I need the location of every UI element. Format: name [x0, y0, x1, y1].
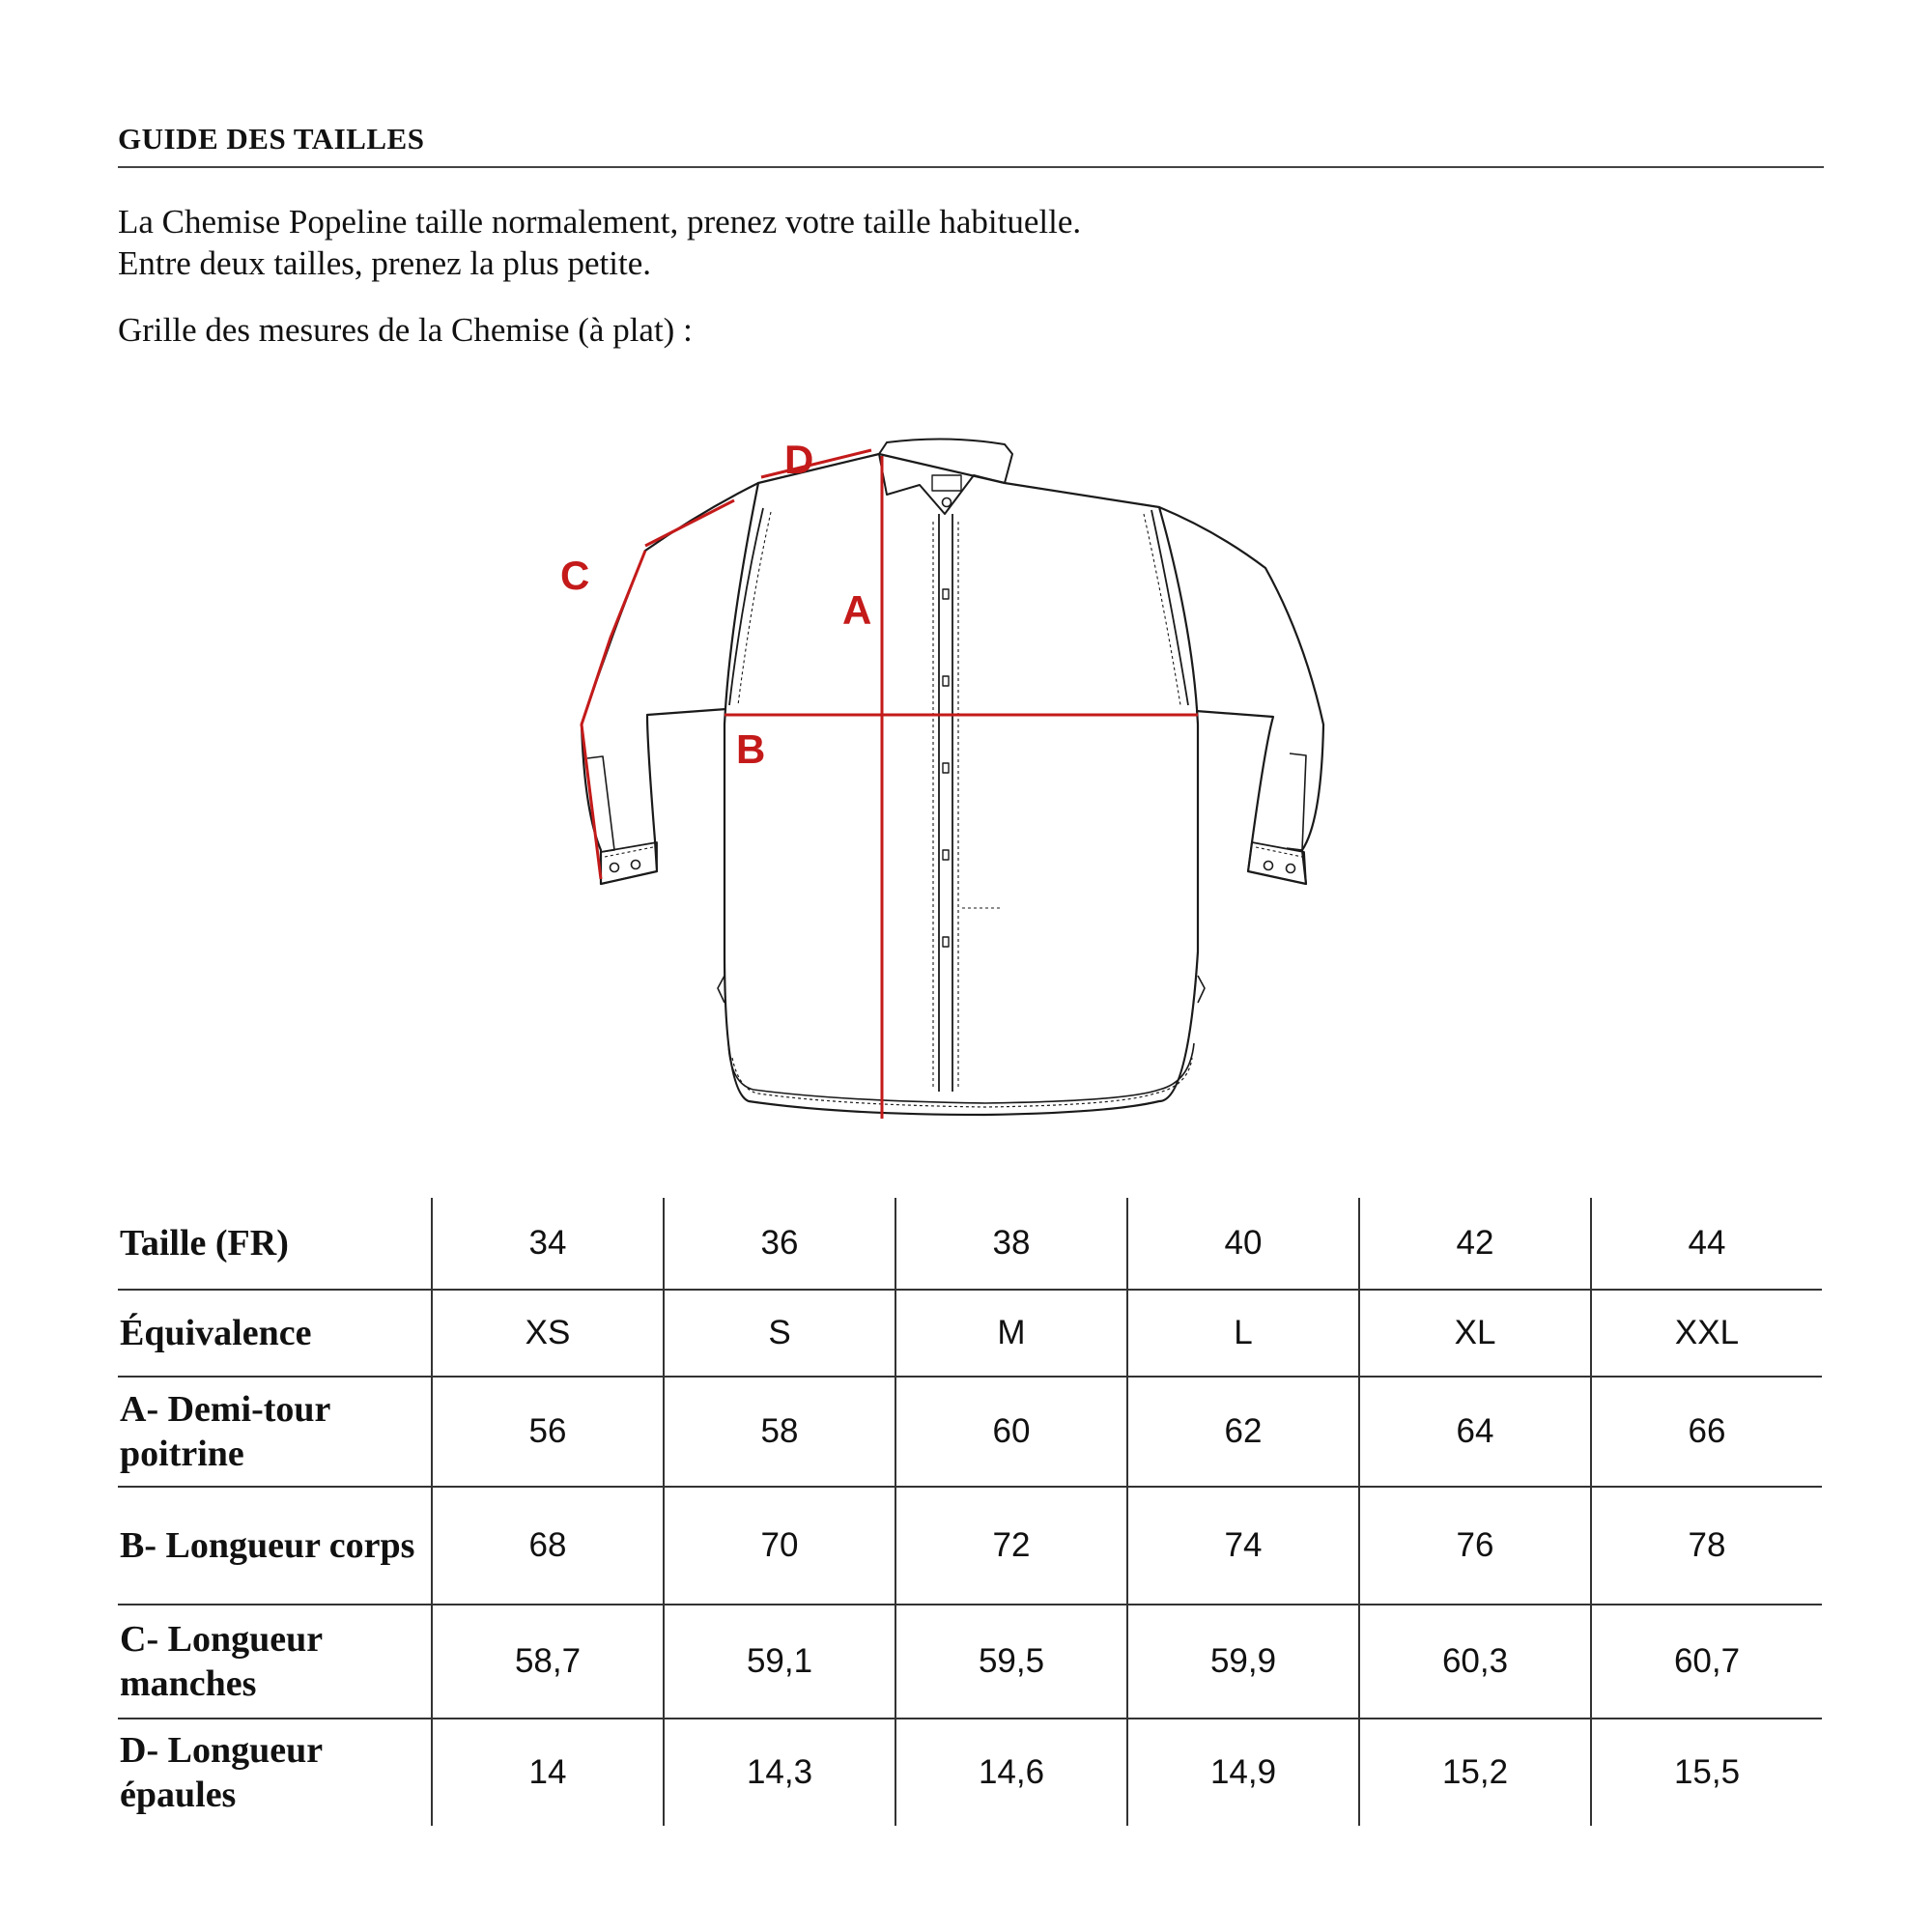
label-c: C: [560, 553, 590, 598]
table-cell: 15,5: [1590, 1719, 1822, 1826]
table-cell: 76: [1358, 1488, 1590, 1604]
collar-button: [943, 498, 952, 507]
left-armhole: [729, 508, 763, 705]
table-cell: 59,1: [663, 1605, 895, 1718]
front-buttons: [943, 589, 949, 947]
table-cell: 60: [895, 1378, 1126, 1486]
label-b: B: [736, 726, 766, 772]
table-cell: 15,2: [1358, 1719, 1590, 1826]
table-cell: 40: [1126, 1198, 1358, 1289]
right-sleeve-cuff: [1248, 842, 1306, 884]
table-cell: 72: [895, 1488, 1126, 1604]
right-placket: [1287, 753, 1306, 850]
row-label: D- Longueur épaules: [120, 1730, 323, 1815]
table-cell: 78: [1590, 1488, 1822, 1604]
page-title: GUIDE DES TAILLES: [118, 122, 425, 156]
left-side-vent: [718, 976, 724, 1003]
table-cell: XXL: [1590, 1291, 1822, 1376]
grid-caption: Grille des mesures de la Chemise (à plat) :: [118, 311, 693, 349]
table-row: [118, 1376, 1822, 1486]
table-row: [118, 1198, 1822, 1289]
intro-line-1: La Chemise Popeline taille normalement, prenez votre taille habituelle.: [118, 203, 1082, 241]
title-divider: [118, 166, 1824, 168]
table-row: [118, 1486, 1822, 1604]
table-row: [118, 1289, 1822, 1376]
table-cell: 42: [1358, 1198, 1590, 1289]
measurement-lines: [582, 450, 1198, 1119]
right-side-vent: [1198, 976, 1205, 1003]
table-cell: XS: [431, 1291, 663, 1376]
table-cell: 74: [1126, 1488, 1358, 1604]
row-label: A- Demi-tour poitrine: [120, 1389, 330, 1474]
table-cell: 60,7: [1590, 1605, 1822, 1718]
shirt-outline: [582, 439, 1323, 1115]
table-cell: 36: [663, 1198, 895, 1289]
shirt-diagram: [522, 425, 1410, 1130]
left-cuff-stitch: [605, 847, 653, 857]
measure-line-c: [582, 551, 645, 879]
table-cell: 64: [1358, 1378, 1590, 1486]
table-cell: 44: [1590, 1198, 1822, 1289]
table-row: [118, 1604, 1822, 1718]
size-table: [118, 1198, 1822, 1826]
shirt-hem-line: [728, 1043, 1194, 1103]
table-cell: 56: [431, 1378, 663, 1486]
table-cell: 14,9: [1126, 1719, 1358, 1826]
measure-line-d-upper: [761, 450, 871, 477]
collar: [879, 439, 1012, 514]
table-cell: 38: [895, 1198, 1126, 1289]
table-cell: 34: [431, 1198, 663, 1289]
table-cell: XL: [1358, 1291, 1590, 1376]
row-label: B- Longueur corps: [120, 1525, 415, 1566]
right-cuff-button-2: [1287, 865, 1295, 873]
placket-stitch: [933, 522, 958, 1090]
right-armhole-stitch: [1144, 514, 1180, 705]
shirt-hem-stitch: [732, 1058, 1192, 1107]
table-cell: 14,3: [663, 1719, 895, 1826]
left-cuff-button: [611, 864, 619, 872]
table-cell: L: [1126, 1291, 1358, 1376]
table-cell: 58: [663, 1378, 895, 1486]
table-cell: 58,7: [431, 1605, 663, 1718]
right-sleeve: [1159, 507, 1323, 884]
measure-line-c-upper: [645, 500, 734, 546]
table-cell: S: [663, 1291, 895, 1376]
table-cell: 14,6: [895, 1719, 1126, 1826]
label-a: A: [842, 587, 872, 633]
table-cell: 59,5: [895, 1605, 1126, 1718]
table-cell: 59,9: [1126, 1605, 1358, 1718]
table-cell: 14: [431, 1719, 663, 1826]
label-d: D: [784, 437, 814, 482]
table-cell: 68: [431, 1488, 663, 1604]
table-cell: 62: [1126, 1378, 1358, 1486]
table-row: [118, 1718, 1822, 1826]
row-label: Équivalence: [120, 1313, 312, 1353]
intro-text: [118, 201, 1081, 284]
collar-band: [932, 475, 961, 491]
table-cell: M: [895, 1291, 1126, 1376]
table-cell: 66: [1590, 1378, 1822, 1486]
table-cell: 70: [663, 1488, 895, 1604]
front-placket: [939, 514, 952, 1092]
table-cell: 60,3: [1358, 1605, 1590, 1718]
intro-line-2: Entre deux tailles, prenez la plus petite.: [118, 244, 652, 282]
shirt-body: [724, 454, 1198, 1115]
row-label: C- Longueur manches: [120, 1619, 323, 1704]
left-cuff-button-2: [632, 861, 640, 869]
row-label: Taille (FR): [120, 1223, 289, 1264]
right-cuff-button: [1264, 862, 1273, 870]
left-sleeve-cuff: [601, 842, 657, 884]
